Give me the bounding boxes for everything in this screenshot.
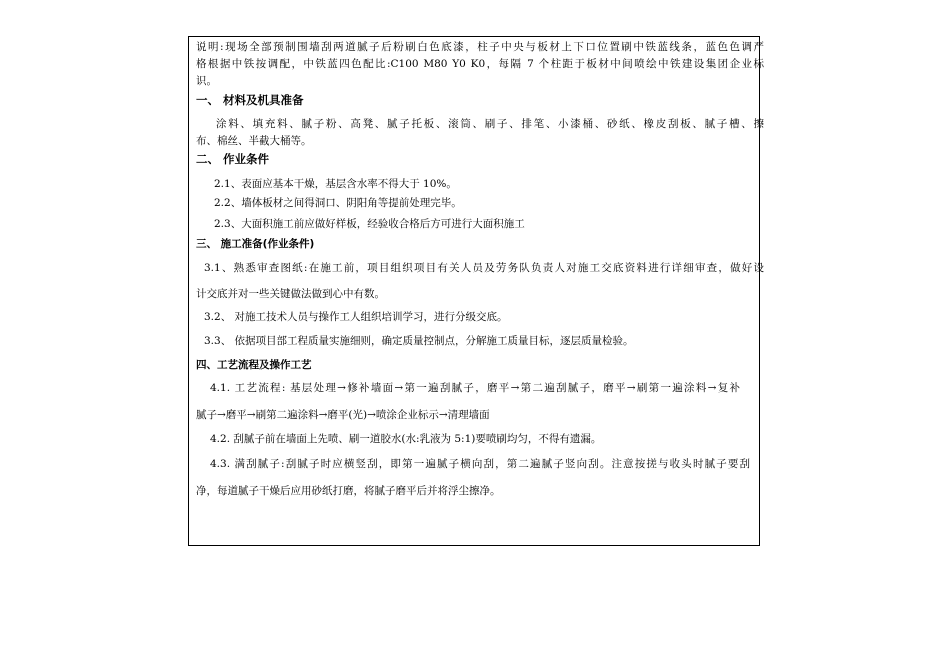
section-1-heading: 一、 材料及机具准备 <box>196 93 304 107</box>
intro-line-2: 格根据中铁按调配，中铁蓝四色配比:C100 M80 Y0 K0，每隔 7 个柱距于板材中间喷绘中铁建设集团企业标 <box>196 58 764 70</box>
section-2-heading: 二、 作业条件 <box>196 152 270 166</box>
section-2-line-2: 2.2、墙体板材之间得洞口、阴阳角等提前处理完毕。 <box>214 197 462 209</box>
section-4-line-4: 4.3. 满刮腻子:刮腻子时应横竖刮，即第一遍腻子横向刮，第二遍腻子竖向刮。注意按搓与收头时腻子要刮 <box>210 458 750 470</box>
section-3-line-3: 3.2、 对施工技术人员与操作工人组织培训学习，进行分级交底。 <box>204 311 508 323</box>
section-2-line-1: 2.1、表面应基本干燥，基层含水率不得大于 10%。 <box>214 178 457 190</box>
section-4-line-3: 4.2. 刮腻子前在墙面上先喷、刷一道胶水(水:乳液为 5:1)要喷刷均匀，不得有遗漏。 <box>210 433 602 445</box>
section-3-heading: 三、 施工准备(作业条件) <box>196 238 315 250</box>
section-2-line-3: 2.3、大面积施工前应做好样板，经验收合格后方可进行大面积施工 <box>214 218 525 230</box>
section-3-line-2: 计交底并对一些关键做法做到心中有数。 <box>196 288 385 300</box>
section-4-line-1: 4.1. 工艺流程: 基层处理→修补墙面→第一遍刮腻子，磨平→第二遍刮腻子，磨平→刷第一遍涂料→复补 <box>210 382 740 394</box>
intro-line-1: 说明:现场全部预制围墙刮两道腻子后粉刷白色底漆，柱子中央与板材上下口位置刷中铁蓝线条，蓝色色调严 <box>196 41 764 53</box>
section-1-line-2: 布、棉丝、半截大桶等。 <box>196 135 312 147</box>
section-4-line-2: 腻子→磨平→刷第二遍涂料→磨平(光)→喷涂企业标示→清理墙面 <box>196 409 490 421</box>
section-3-line-4: 3.3、 依据项目部工程质量实施细则，确定质量控制点，分解施工质量目标，逐层质量检验。 <box>204 335 634 347</box>
section-4-heading: 四、工艺流程及操作工艺 <box>196 359 312 371</box>
section-1-line-1: 涂料、填充料、腻子粉、高凳、腻子托板、滚筒、刷子、排笔、小漆桶、砂纸、橡皮刮板、腻子槽、擦 <box>216 118 764 130</box>
section-3-line-1: 3.1、熟悉审查图纸:在施工前，项目组织项目有关人员及劳务队负责人对施工交底资料进行详细审查，做好设 <box>204 262 764 274</box>
intro-line-3: 识。 <box>196 75 217 87</box>
section-4-line-5: 净，每道腻子干燥后应用砂纸打磨，将腻子磨平后并将浮尘擦净。 <box>196 485 501 497</box>
